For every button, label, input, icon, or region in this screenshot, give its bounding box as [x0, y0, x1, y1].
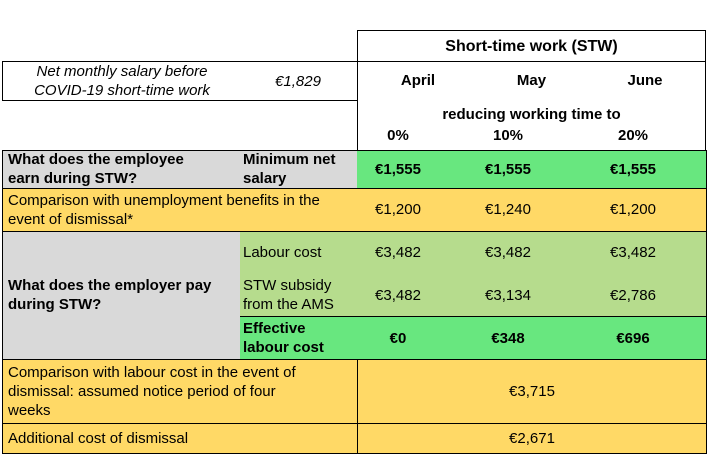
grid-line-v-left — [2, 150, 3, 454]
additional-cost-label: Additional cost of dismissal — [8, 429, 189, 447]
employee-question-line1: What does the employee — [8, 151, 184, 168]
reducing-working-time-label: reducing working time to — [442, 105, 621, 123]
effective-labour-cost-label — [243, 317, 357, 359]
employee-question-line2: earn during STW? — [8, 170, 138, 187]
min-salary-label — [243, 150, 357, 188]
unemployment-label-line2: event of dismissal* — [8, 211, 134, 228]
stw-subsidy-label — [243, 275, 357, 315]
dismissal-label-line3: weeks — [8, 401, 51, 419]
grid-line-v-right — [706, 150, 707, 454]
min-salary-june: €1,555 — [610, 160, 656, 178]
min-salary-label-line1: Minimum net — [243, 151, 336, 168]
min-salary-april: €1,555 — [375, 160, 421, 178]
dismissal-label-line2: dismissal: assumed notice period of four — [8, 382, 276, 400]
net-salary-label-line1: Net monthly salary before — [36, 63, 208, 80]
additional-cost-value: €2,671 — [509, 429, 555, 447]
dismissal-label-line1: Comparison with labour cost in the event of — [8, 363, 296, 381]
unemployment-april: €1,200 — [375, 201, 421, 218]
unemployment-june: €1,200 — [610, 201, 656, 218]
labour-cost-april: €3,482 — [375, 243, 421, 261]
net-salary-label-line2: COVID-19 short-time work — [34, 82, 210, 99]
month-may: May — [516, 71, 547, 89]
percent-10: 10% — [492, 126, 524, 144]
labour-cost-may: €3,482 — [485, 243, 531, 261]
stw-subsidy-may: €3,134 — [485, 286, 531, 304]
percent-0: 0% — [387, 126, 409, 144]
stw-subsidy-label-line2: from the AMS — [243, 296, 334, 313]
employee-question — [8, 150, 240, 188]
unemployment-label — [8, 190, 356, 230]
effective-label-line2: labour cost — [243, 339, 324, 356]
effective-labour-cost-june: €696 — [616, 329, 650, 347]
dismissal-comparison-value: €3,715 — [509, 382, 555, 400]
month-june: June — [627, 71, 663, 89]
dismissal-comparison-label — [8, 361, 356, 421]
percent-20: 20% — [617, 126, 649, 144]
min-salary-label-line2: salary — [243, 170, 287, 187]
net-salary-label — [2, 62, 242, 100]
employer-question-line1: What does the employer pay — [8, 277, 212, 294]
employer-question-line2: during STW? — [8, 296, 102, 313]
labour-cost-label: Labour cost — [243, 243, 322, 261]
stw-subsidy-april: €3,482 — [375, 286, 421, 304]
min-salary-may: €1,555 — [485, 160, 531, 178]
stw-title-underline — [357, 61, 706, 62]
month-april: April — [400, 71, 436, 89]
effective-labour-cost-may: €348 — [491, 329, 525, 347]
net-salary-value: €1,829 — [275, 72, 321, 90]
unemployment-may: €1,240 — [485, 201, 531, 218]
effective-label-line1: Effective — [243, 320, 306, 337]
stw-subsidy-june: €2,786 — [610, 286, 656, 304]
stw-title: Short-time work (STW) — [445, 37, 618, 55]
employer-question — [8, 231, 240, 359]
grid-line-h7 — [2, 453, 707, 454]
unemployment-label-line1: Comparison with unemployment benefits in the — [8, 192, 320, 209]
effective-labour-cost-april: €0 — [389, 329, 407, 347]
stw-subsidy-label-line1: STW subsidy — [243, 277, 332, 294]
labour-cost-june: €3,482 — [610, 243, 656, 261]
